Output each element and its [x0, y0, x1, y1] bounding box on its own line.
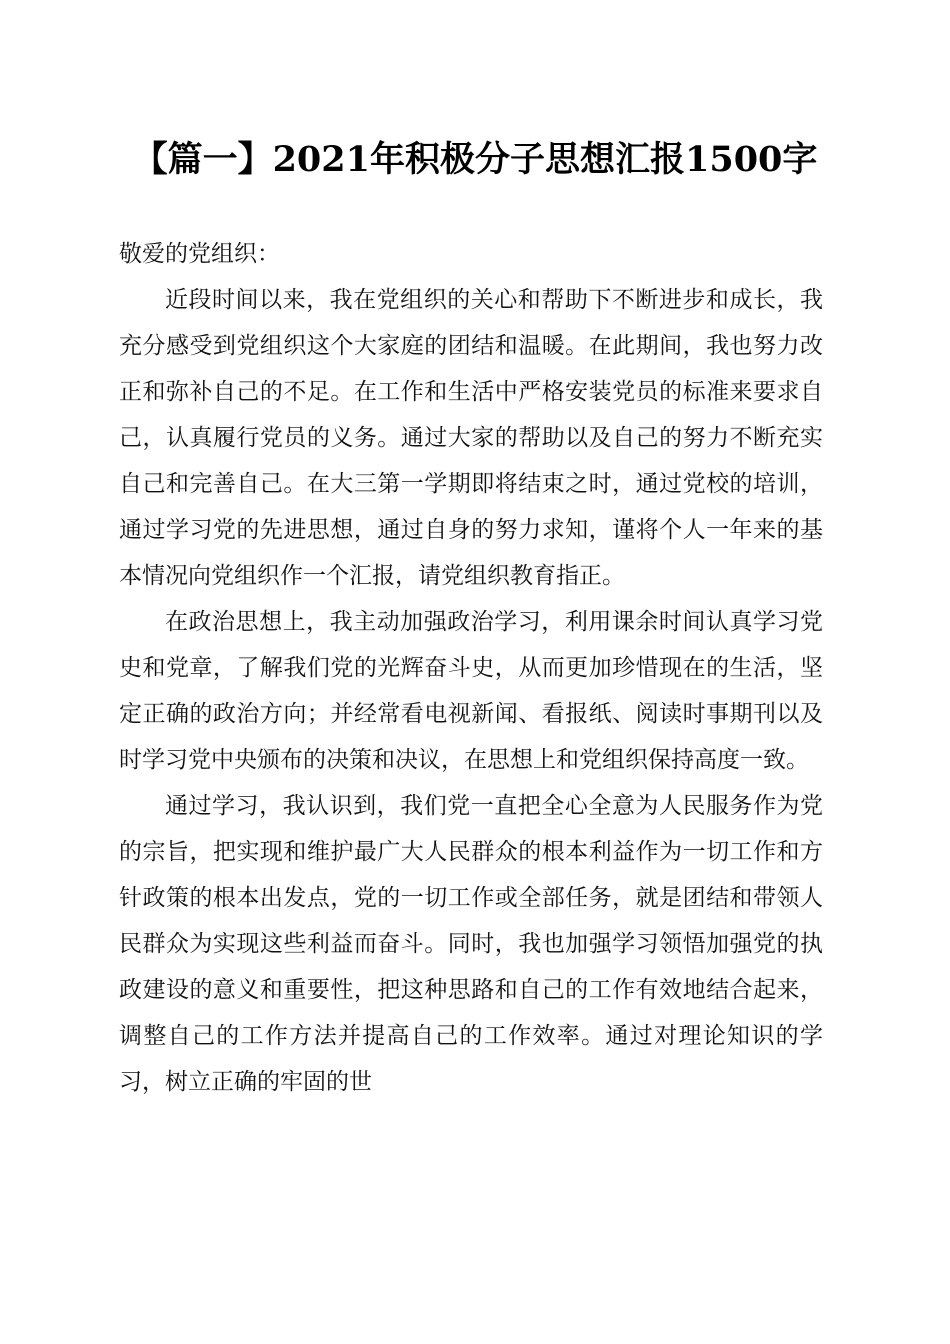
document-body: [119, 231, 823, 1105]
document-title: 【篇一】2021年积极分子思想汇报1500字: [132, 139, 818, 180]
paragraph-intro: 近段时间以来，我在党组织的关心和帮助下不断进步和成长，我充分感受到党组织这个大家庭的团结和温暖。在此期间，我也努力改正和弥补自己的不足。在工作和生活中严格安装党员的标准来要求自己，认真履行党员的义务。通过大家的帮助以及自己的努力不断充实自己和完善自己。在大三第一学期即将结束之时，通过党校的培训，通过学习党的先进思想，通过自身的努力求知，谨将个人一年来的基本情况向党组织作一个汇报，请党组织教育指正。: [119, 287, 823, 589]
paragraph-political-thought: 在政治思想上，我主动加强政治学习，利用课余时间认真学习党史和党章，了解我们党的光辉奋斗史，从而更加珍惜现在的生活，坚定正确的政治方向；并经常看电视新闻、看报纸、阅读时事期刊以及时学习党中央颁布的决策和决议，在思想上和党组织保持高度一致。: [119, 609, 823, 773]
salutation: 敬爱的党组织：: [119, 241, 280, 267]
paragraph-study: 通过学习，我认识到，我们党一直把全心全意为人民服务作为党的宗旨，把实现和维护最广大人民群众的根本利益作为一切工作和方针政策的根本出发点，党的一切工作或全部任务，就是团结和带领人民群众为实现这些利益而奋斗。同时，我也加强学习领悟加强党的执政建设的意义和重要性，把这种思路和自己的工作有效地结合起来，调整自己的工作方法并提高自己的工作效率。通过对理论知识的学习，树立正确的牢固的世: [119, 793, 823, 1095]
